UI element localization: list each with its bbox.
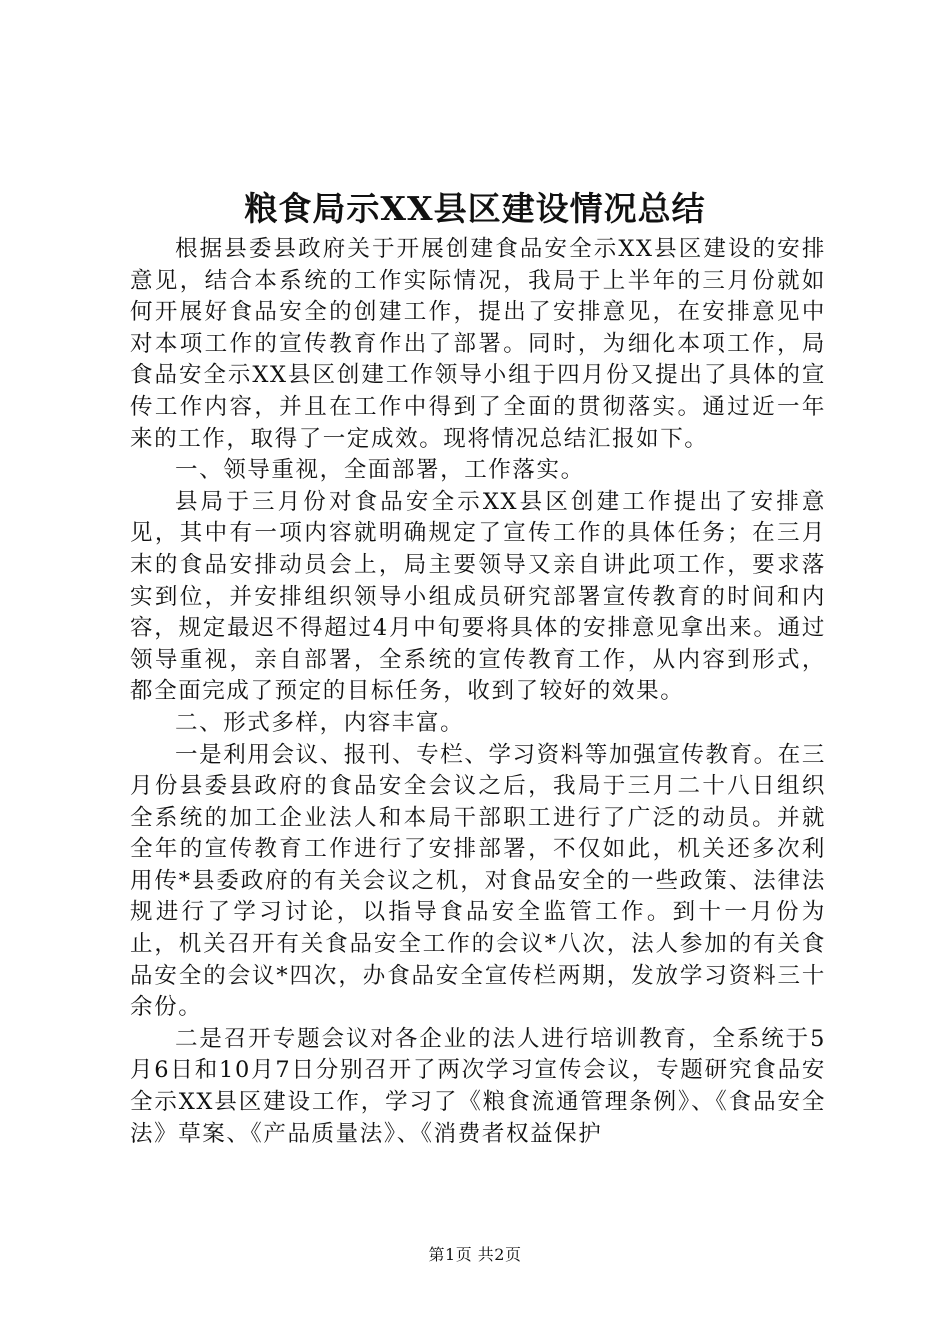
paragraph-item-2: 二是召开专题会议对各企业的法人进行培训教育，全系统于5月6日和10月7日分别召开了两次学习宣传会议，专题研究食品安全示XX县区建设工作，学习了《粮食流通管理条例》、《食品安全法》草案、《产品质量法》、《消费者权益保护: [130, 1025, 826, 1147]
section-heading-1: 一、领导重视，全面部署，工作落实。: [175, 457, 585, 484]
paragraph-intro: 根据县委县政府关于开展创建食品安全示XX县区建设的安排意见，结合本系统的工作实际情况，我局于上半年的三月份就如何开展好食品安全的创建工作，提出了安排意见，在安排意见中对本项工作的宣传教育作出了部署。同时，为细化本项工作，局食品安全示XX县区创建工作领导小组于四月份又提出了具体的宣传工作内容，并且在工作中得到了全面的贯彻落实。通过近一年来的工作，取得了一定成效。现将情况总结汇报如下。: [130, 236, 826, 452]
document-body: [130, 234, 826, 1150]
paragraph-section-1: 县局于三月份对食品安全示XX县区创建工作提出了安排意见，其中有一项内容就明确规定了宣传工作的具体任务；在三月末的食品安排动员会上，局主要领导又亲自讲此项工作，要求落实到位，并安排组织领导小组成员研究部署宣传教育的时间和内容，规定最迟不得超过4月中旬要将具体的安排意见拿出来。通过领导重视，亲自部署，全系统的宣传教育工作，从内容到形式，都全面完成了预定的目标任务，收到了较好的效果。: [130, 488, 826, 705]
document-title: 粮食局示XX县区建设情况总结: [244, 189, 706, 228]
page-number-footer: 第1页 共2页: [428, 1245, 522, 1264]
paragraph-item-1: 一是利用会议、报刊、专栏、学习资料等加强宣传教育。在三月份县委县政府的食品安全会议之后，我局于三月二十八日组织全系统的加工企业法人和本局干部职工进行了广泛的动员。并就全年的宣传教育工作进行了安排部署，不仅如此，机关还多次利用传*县委政府的有关会议之机，对食品安全的一些政策、法律法规进行了学习讨论，以指导食品安全监管工作。到十一月份为止，机关召开有关食品安全工作的会议*八次，法人参加的有关食品安全的会议*四次，办食品安全宣传栏两期，发放学习资料三十余份。: [130, 741, 826, 1021]
section-heading-2: 二、形式多样，内容丰富。: [175, 709, 465, 736]
